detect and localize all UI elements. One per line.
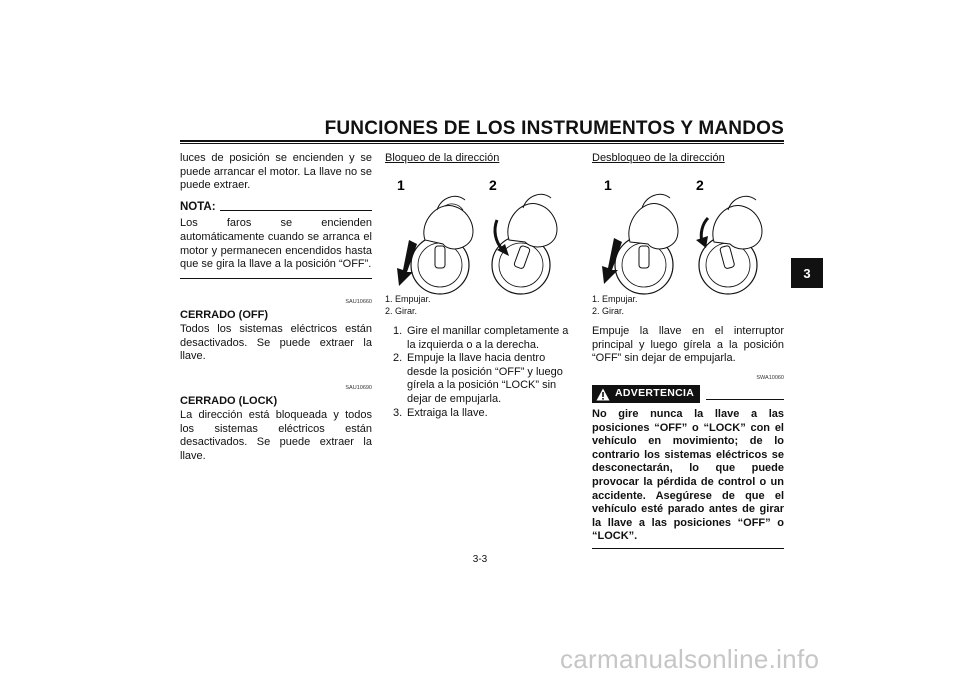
warning-badge (592, 385, 700, 403)
page-number: 3-3 (472, 554, 488, 565)
ignition-switch-push (411, 196, 473, 294)
nota-heading (180, 201, 372, 215)
step-text: Empuje la llave hacia dentro desde la posición “OFF” y luego gírela a la posición “LOCK” sin dejar de empujarla. (407, 352, 563, 405)
title-rule (180, 140, 784, 142)
section-code: SAU10660 (345, 298, 372, 305)
figure-label-1: 1 (604, 177, 612, 193)
step-text: Extraiga la llave. (407, 406, 488, 419)
figure-label-2: 2 (489, 177, 497, 193)
unlock-heading: Desbloqueo de la dirección (592, 152, 725, 164)
right-column (592, 152, 784, 166)
lock-steps (385, 325, 577, 420)
page-title: FUNCIONES DE LOS INSTRUMENTOS Y MANDOS (324, 118, 784, 139)
watermark: carmanualsonline.info (560, 644, 820, 674)
ignition-switch-push (615, 194, 678, 294)
step-text: Gire el manillar completamente a la izquierda o a la derecha. (407, 325, 569, 351)
warning-heading (592, 385, 784, 403)
title-rule-thin (180, 143, 784, 144)
step-number: 3. (393, 406, 403, 419)
warning-rule (706, 399, 784, 400)
nota-rule (220, 210, 372, 211)
caption-turn: 2. Girar. (592, 306, 625, 316)
section-title-lock: CERRADO (LOCK) (180, 395, 278, 408)
step-number: 1. (393, 325, 403, 337)
step-item (385, 352, 577, 406)
turn-arrow-icon (696, 218, 708, 248)
lock-illustration (385, 170, 577, 300)
section-text-off: Todos los sistemas eléctricos están desactivados. Se puede extraer la llave. (180, 322, 372, 363)
ignition-switch-turn (492, 194, 557, 294)
warning-text: No gire nunca la llave a las posiciones “OFF” o “LOCK” con el vehículo en movimiento; de lo contrario los sistemas eléctricos se desconectarán, lo que puede provocar la pérdida de control o un accidente. Asegúrese de que el vehículo esté parado antes de girar la llave a las posiciones “OFF” o “LOCK”. (592, 407, 784, 543)
unlock-illustration (592, 170, 784, 300)
lock-heading: Bloqueo de la dirección (385, 152, 500, 164)
middle-column (385, 152, 577, 166)
intro-text: luces de posición se encienden y se puede arrancar el motor. La llave no se puede extraer. (180, 152, 372, 192)
step-number: 2. (393, 352, 403, 365)
chapter-tab: 3 (791, 258, 823, 288)
nota-end-rule (180, 278, 372, 279)
caption-push: 1. Empujar. (592, 294, 638, 304)
lock-captions (385, 293, 577, 317)
step-item (385, 325, 577, 352)
caption-turn: 2. Girar. (385, 306, 418, 316)
step-item (385, 407, 577, 421)
section-title-off: CERRADO (OFF) (180, 309, 268, 322)
section-text-lock: La dirección está bloqueada y todos los sistemas eléctricos están desactivados. Se puede extraer la llave. (180, 408, 372, 462)
nota-label: NOTA: (180, 200, 216, 213)
left-column (180, 152, 372, 463)
unlock-captions (592, 293, 784, 317)
figure-label-1: 1 (397, 177, 405, 193)
unlock-body (592, 325, 784, 549)
warning-end-rule (592, 548, 784, 550)
figure-label-2: 2 (696, 177, 704, 193)
warning-code: SWA10060 (756, 374, 784, 381)
section-code: SAU10690 (345, 384, 372, 391)
caption-push: 1. Empujar. (385, 294, 431, 304)
warning-triangle-icon (596, 388, 610, 401)
ignition-switch-turn (699, 196, 762, 294)
unlock-text: Empuje la llave en el interruptor principal y luego gírela a la posición “OFF” sin dejar de empujarla. (592, 325, 784, 365)
warning-label: ADVERTENCIA (615, 387, 695, 400)
nota-text: Los faros se encienden automáticamente cuando se arranca el motor y permanecen encendidos hasta que se gira la llave a la posición “OFF”. (180, 217, 372, 271)
